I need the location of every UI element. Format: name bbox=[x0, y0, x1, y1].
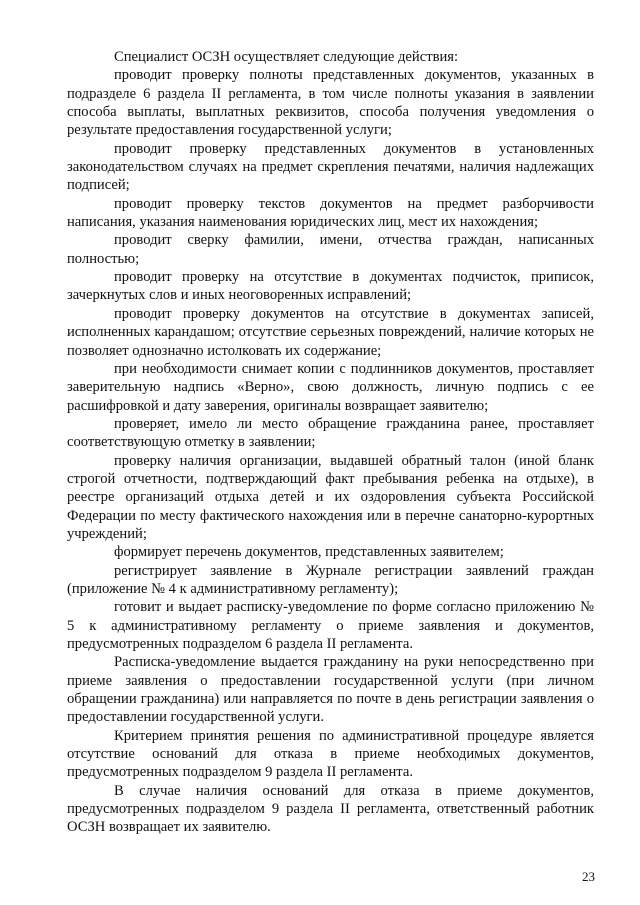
paragraph-legibility-check: проводит проверку текстов документов на предмет разборчивости написания, указания наименования юридических лиц, мест их нахождения; bbox=[67, 195, 594, 231]
paragraph-receipt: готовит и выдает расписку-уведомление по форме согласно приложению № 5 к административному регламенту о приеме заявления и документов, предусмотренных подразделом 6 раздела II регламента. bbox=[67, 599, 594, 652]
document-body bbox=[67, 48, 594, 837]
paragraph-refusal: В случае наличия оснований для отказа в приеме документов, предусмотренных подразделом 9 раздела II регламента, ответственный работник ОСЗН возвращает их заявителю. bbox=[67, 782, 594, 836]
paragraph-decision-criterion: Критерием принятия решения по административной процедуре является отсутствие оснований для отказа в приеме необходимых документов, предусмотренных подразделом 9 раздела II регламента. bbox=[67, 727, 594, 781]
paragraph-copies: при необходимости снимает копии с подлинников документов, проставляет заверительную надпись «Верно», свою должность, личную подпись с ее расшифровкой и дату заверения, оригиналы возвращает заявителю; bbox=[67, 360, 594, 414]
paragraph-document-list: формирует перечень документов, представленных заявителем; bbox=[114, 544, 504, 561]
paragraph-prior-request: проверяет, имело ли место обращение гражданина ранее, проставляет соответствующую отметку в заявлении; bbox=[67, 415, 594, 451]
paragraph-seals-check: проводит проверку представленных документов в установленных законодательством случаях на предмет скрепления печатями, наличия надлежащих подписей; bbox=[67, 140, 594, 194]
paragraph-receipt-delivery: Расписка-уведомление выдается гражданину на руки непосредственно при приеме заявления о предоставлении государственной услуги (при личном обращении гражданина) или направляется по почте в день регистрации заявления о предоставлении государственной услуги. bbox=[67, 654, 594, 726]
paragraph-intro: Специалист ОСЗН осуществляет следующие действия: bbox=[114, 49, 459, 65]
paragraph-name-check: проводит сверку фамилии, имени, отчества граждан, написанных полностью; bbox=[67, 232, 594, 267]
paragraph-completeness-check: проводит проверку полноты представленных документов, указанных в подразделе 6 раздела II регламента, в том числе полноты указания в заявлении способа выплаты, выплатных реквизитов, способа получения уведомления о результате предоставления государственной услуги; bbox=[67, 67, 594, 139]
paragraph-registration: регистрирует заявление в Журнале регистрации заявлений граждан (приложение № 4 к административному регламенту); bbox=[67, 562, 594, 597]
paragraph-organization-check: проверку наличия организации, выдавшей обратный талон (иной бланк строгой отчетности, подтверждающий факт пребывания ребенка на отдыхе), в реестре организаций отдыха детей и их оздоровления субъекта Российской Федерации по месту фактического нахождения или в перечне санаторно-курортных учреждений; bbox=[67, 452, 594, 542]
paragraph-erasures-check: проводит проверку на отсутствие в документах подчисток, приписок, зачеркнутых слов и иных неоговоренных исправлений; bbox=[67, 269, 594, 304]
page-number: 23 bbox=[582, 869, 595, 884]
paragraph-pencil-check: проводит проверку документов на отсутствие в документах записей, исполненных карандашом; отсутствие серьезных повреждений, наличие которых не позволяет однозначно истолковать их содержание; bbox=[67, 305, 594, 359]
